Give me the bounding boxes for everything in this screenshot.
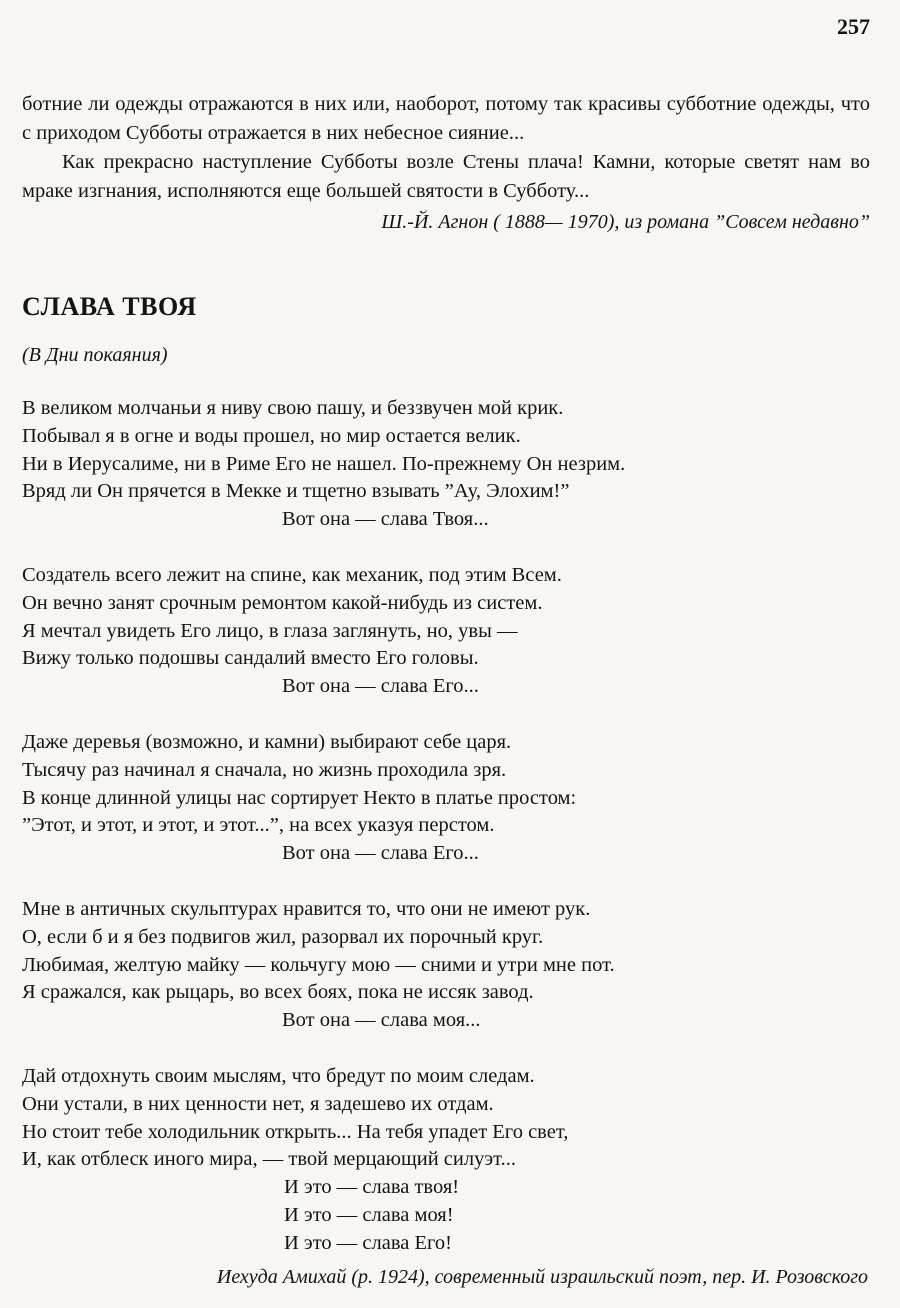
poem-refrain: Вот она — слава Его... [282, 842, 479, 865]
poem-attribution: Иехуда Амихай (р. 1924), современный израильский поэт, пер. И. Розовского [216, 1266, 868, 1288]
poem-stanza [22, 395, 782, 534]
poem-line: Ни в Иерусалиме, ни в Риме Его не нашел. По-прежнему Он незрим. [22, 452, 626, 475]
poem-line: Вижу только подошвы сандалий вместо Его головы. [22, 647, 479, 670]
prose-attribution: Ш.-Й. Агнон ( 1888— 1970), из романа ”Совсем недавно” [381, 211, 870, 233]
poem-refrain: И это — слава моя! [284, 1203, 454, 1226]
poem-refrain: Вот она — слава моя... [282, 1009, 481, 1032]
prose-excerpt [22, 90, 870, 237]
prose-paragraph: ботние ли одежды отражаются в них или, наоборот, потому так красивы субботние одежды, что с приходом Субботы отражается в них небесное сияние... [22, 93, 870, 144]
poem-line: Но стоит тебе холодильник открыть... На тебя упадет Его свет, [22, 1120, 569, 1143]
poem-line: Тысячу раз начинал я сначала, но жизнь проходила зря. [22, 758, 507, 781]
poem-stanza [22, 562, 782, 701]
poem-subtitle: (В Дни покаяния) [22, 344, 168, 366]
poem-line: В великом молчаньи я ниву свою пашу, и беззвучен мой крик. [22, 397, 564, 419]
poem-body [22, 395, 782, 1286]
poem-refrain: И это — слава твоя! [284, 1176, 460, 1199]
prose-paragraph: Как прекрасно наступление Субботы возле Стены плача! Камни, которые светят нам во мраке изгнания, исполняются еще большей святости в Субботу... [22, 151, 870, 202]
poem-title: СЛАВА ТВОЯ [22, 292, 197, 321]
poem-line: Любимая, желтую майку — кольчугу мою — сними и утри мне пот. [22, 953, 615, 976]
poem-line: Вряд ли Он прячется в Мекке и тщетно взывать ”Ау, Элохим!” [22, 480, 570, 503]
poem-line: Они устали, в них ценности нет, я задешево их отдам. [22, 1092, 494, 1115]
poem-stanza [22, 1063, 782, 1258]
poem-refrain: И это — слава Его! [284, 1231, 452, 1254]
page-number: 257 [837, 14, 870, 39]
poem-refrain: Вот она — слава Твоя... [282, 508, 489, 531]
poem-line: И, как отблеск иного мира, — твой мерцающий силуэт... [22, 1148, 516, 1171]
poem-line: О, если б и я без подвигов жил, разорвал их порочный круг. [22, 925, 544, 948]
poem-line: Создатель всего лежит на спине, как механик, под этим Всем. [22, 563, 562, 586]
poem-line: Я сражался, как рыцарь, во всех боях, пока не иссяк завод. [22, 981, 534, 1004]
poem-stanza [22, 729, 782, 868]
poem-line: Мне в античных скульптурах нравится то, что они не имеют рук. [22, 897, 591, 920]
poem-line: Даже деревья (возможно, и камни) выбирают себе царя. [22, 730, 512, 753]
poem-line: Побывал я в огне и воды прошел, но мир остается велик. [22, 424, 521, 447]
poem-line: Он вечно занят срочным ремонтом какой-нибудь из систем. [22, 591, 543, 614]
poem-refrain: Вот она — слава Его... [282, 675, 479, 698]
poem-line: Я мечтал увидеть Его лицо, в глаза заглянуть, но, увы — [22, 619, 518, 642]
poem-line: Дай отдохнуть своим мыслям, что бредут по моим следам. [22, 1064, 535, 1087]
poem-stanza [22, 896, 782, 1035]
poem-line: ”Этот, и этот, и этот, и этот...”, на всех указуя перстом. [22, 814, 495, 837]
poem-line: В конце длинной улицы нас сортирует Некто в платье простом: [22, 786, 577, 809]
